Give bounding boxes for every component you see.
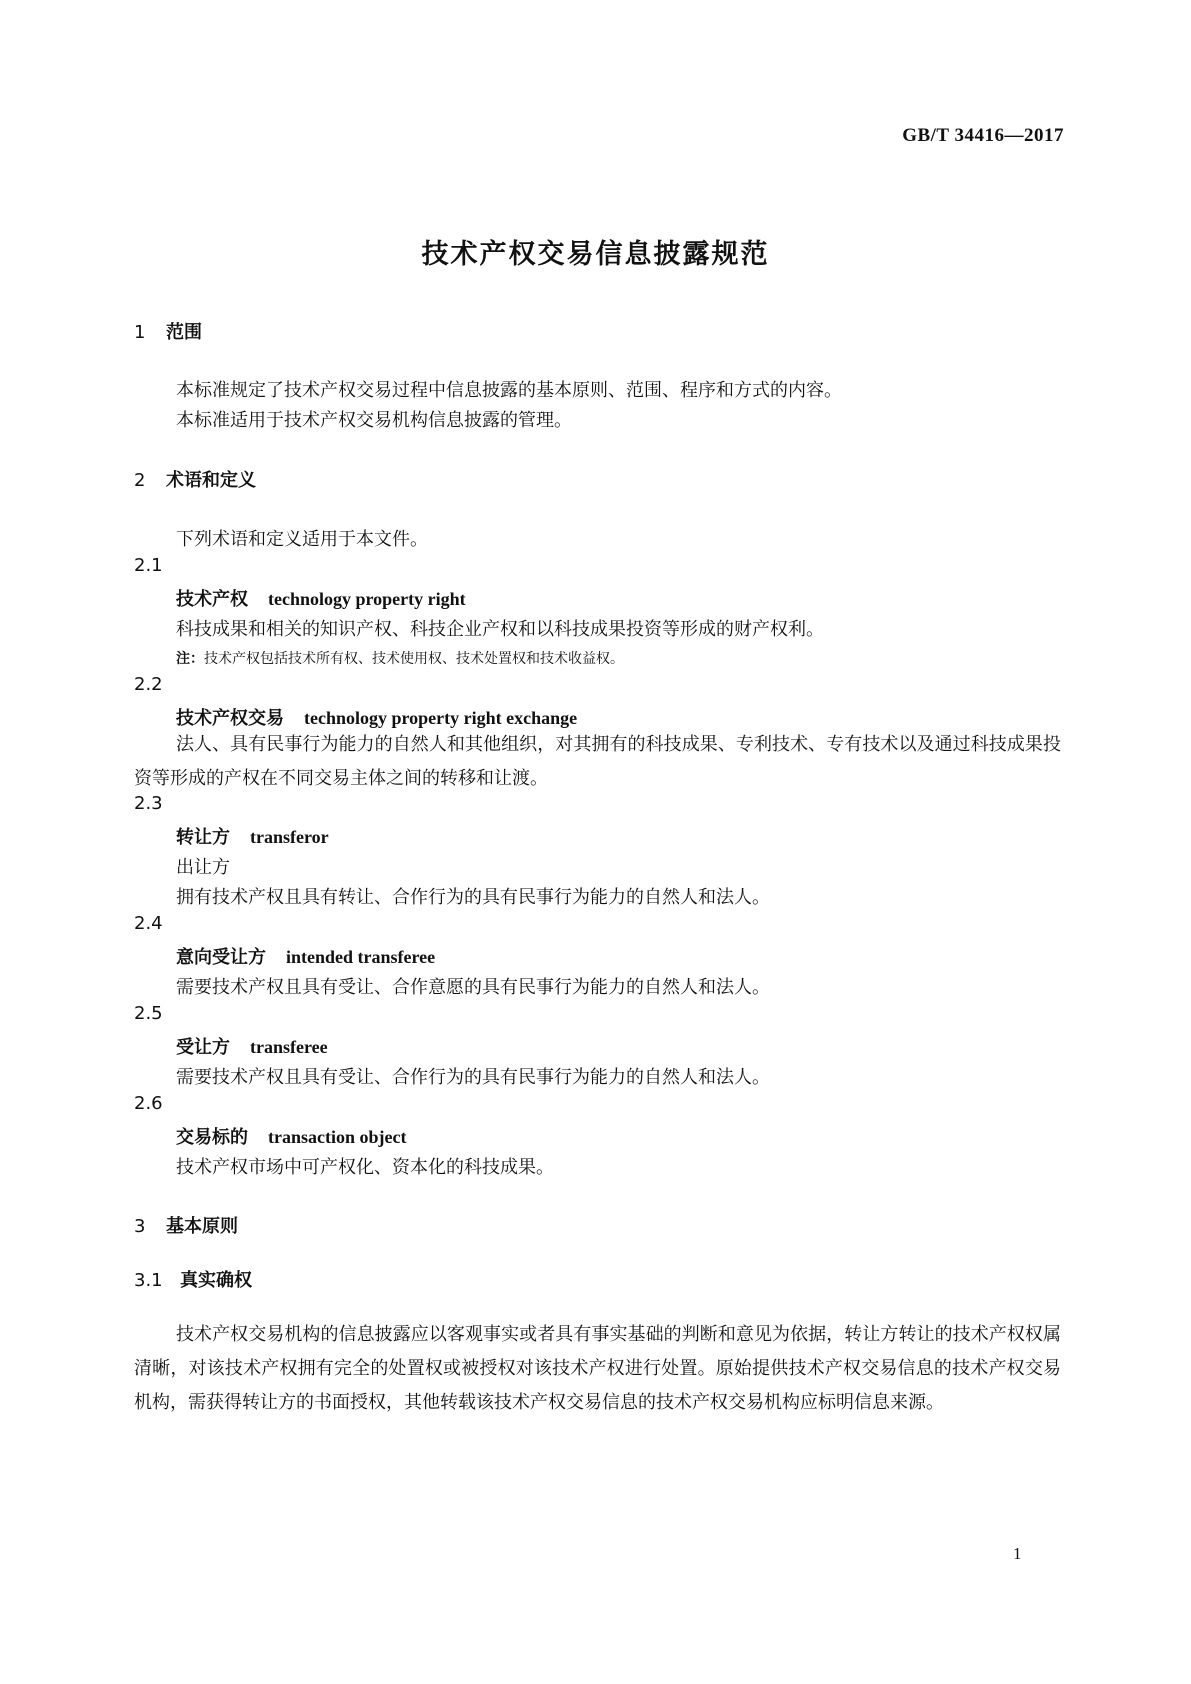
term-definition: 需要技术产权且具有受让、合作行为的具有民事行为能力的自然人和法人。 <box>176 1067 770 1088</box>
section-title: 范围 <box>166 322 202 343</box>
section-number: 1 <box>134 322 146 343</box>
scope-paragraph-2: 本标准适用于技术产权交易机构信息披露的管理。 <box>176 410 572 431</box>
note-label: 注： <box>176 651 204 667</box>
term-definition: 拥有技术产权且具有转让、合作行为的具有民事行为能力的自然人和法人。 <box>176 887 770 908</box>
page-number: 1 <box>1013 1544 1022 1563</box>
term-zh: 转让方 <box>176 827 230 848</box>
term-alternative: 出让方 <box>176 857 230 878</box>
term-heading <box>176 1033 328 1059</box>
term-en: transferor <box>250 827 329 847</box>
term-zh: 意向受让方 <box>176 947 266 968</box>
section-3-heading <box>134 1212 238 1238</box>
term-heading <box>176 943 435 969</box>
term-heading <box>176 823 329 849</box>
term-heading <box>176 1123 406 1149</box>
section-number: 2 <box>134 470 146 491</box>
term-en: technology property right <box>268 589 466 609</box>
term-en: technology property right exchange <box>304 708 578 728</box>
standard-number: GB/T 34416—2017 <box>902 125 1064 146</box>
section-1-heading <box>134 318 202 344</box>
terms-intro: 下列术语和定义适用于本文件。 <box>176 529 428 550</box>
term-en: transferee <box>250 1037 328 1057</box>
term-definition: 技术产权市场中可产权化、资本化的科技成果。 <box>176 1157 554 1178</box>
term-number: 2.5 <box>134 1003 163 1024</box>
term-zh: 受让方 <box>176 1037 230 1058</box>
term-definition: 科技成果和相关的知识产权、科技企业产权和以科技成果投资等形成的财产权利。 <box>176 619 824 640</box>
term-zh: 交易标的 <box>176 1127 248 1148</box>
term-heading <box>176 585 466 611</box>
scope-paragraph-1: 本标准规定了技术产权交易过程中信息披露的基本原则、范围、程序和方式的内容。 <box>176 380 842 401</box>
term-number: 2.3 <box>134 793 163 814</box>
section-number: 3 <box>134 1216 146 1237</box>
section-2-heading <box>134 466 256 492</box>
principle-paragraph: 技术产权交易机构的信息披露应以客观事实或者具有事实基础的判断和意见为依据，转让方转让的技术产权权属清晰，对该技术产权拥有完全的处置权或被授权对该技术产权进行处置。原始提供技术产权交易信息的技术产权交易机构，需获得转让方的书面授权，其他转载该技术产权交易信息的技术产权交易机构应标明信息来源。 <box>134 1324 1061 1413</box>
section-3-1-heading <box>134 1266 252 1292</box>
term-number: 2.4 <box>134 913 163 934</box>
term-note <box>176 648 624 668</box>
section-number: 3.1 <box>134 1270 163 1291</box>
term-number: 2.2 <box>134 674 163 695</box>
note-text: 技术产权包括技术所有权、技术使用权、技术处置权和技术收益权。 <box>204 651 624 667</box>
term-zh: 技术产权交易 <box>176 708 284 729</box>
section-title: 术语和定义 <box>166 470 256 491</box>
term-heading <box>176 704 577 730</box>
term-en: transaction object <box>268 1127 407 1147</box>
section-title: 真实确权 <box>180 1270 252 1291</box>
term-zh: 技术产权 <box>176 589 248 610</box>
term-definition: 需要技术产权且具有受让、合作意愿的具有民事行为能力的自然人和法人。 <box>176 977 770 998</box>
document-title: 技术产权交易信息披露规范 <box>421 239 770 270</box>
term-number: 2.6 <box>134 1093 163 1114</box>
term-definition: 法人、具有民事行为能力的自然人和其他组织，对其拥有的科技成果、专利技术、专有技术以及通过科技成果投资等形成的产权在不同交易主体之间的转移和让渡。 <box>134 734 1061 789</box>
section-title: 基本原则 <box>166 1216 238 1237</box>
term-number: 2.1 <box>134 555 163 576</box>
term-en: intended transferee <box>286 947 436 967</box>
